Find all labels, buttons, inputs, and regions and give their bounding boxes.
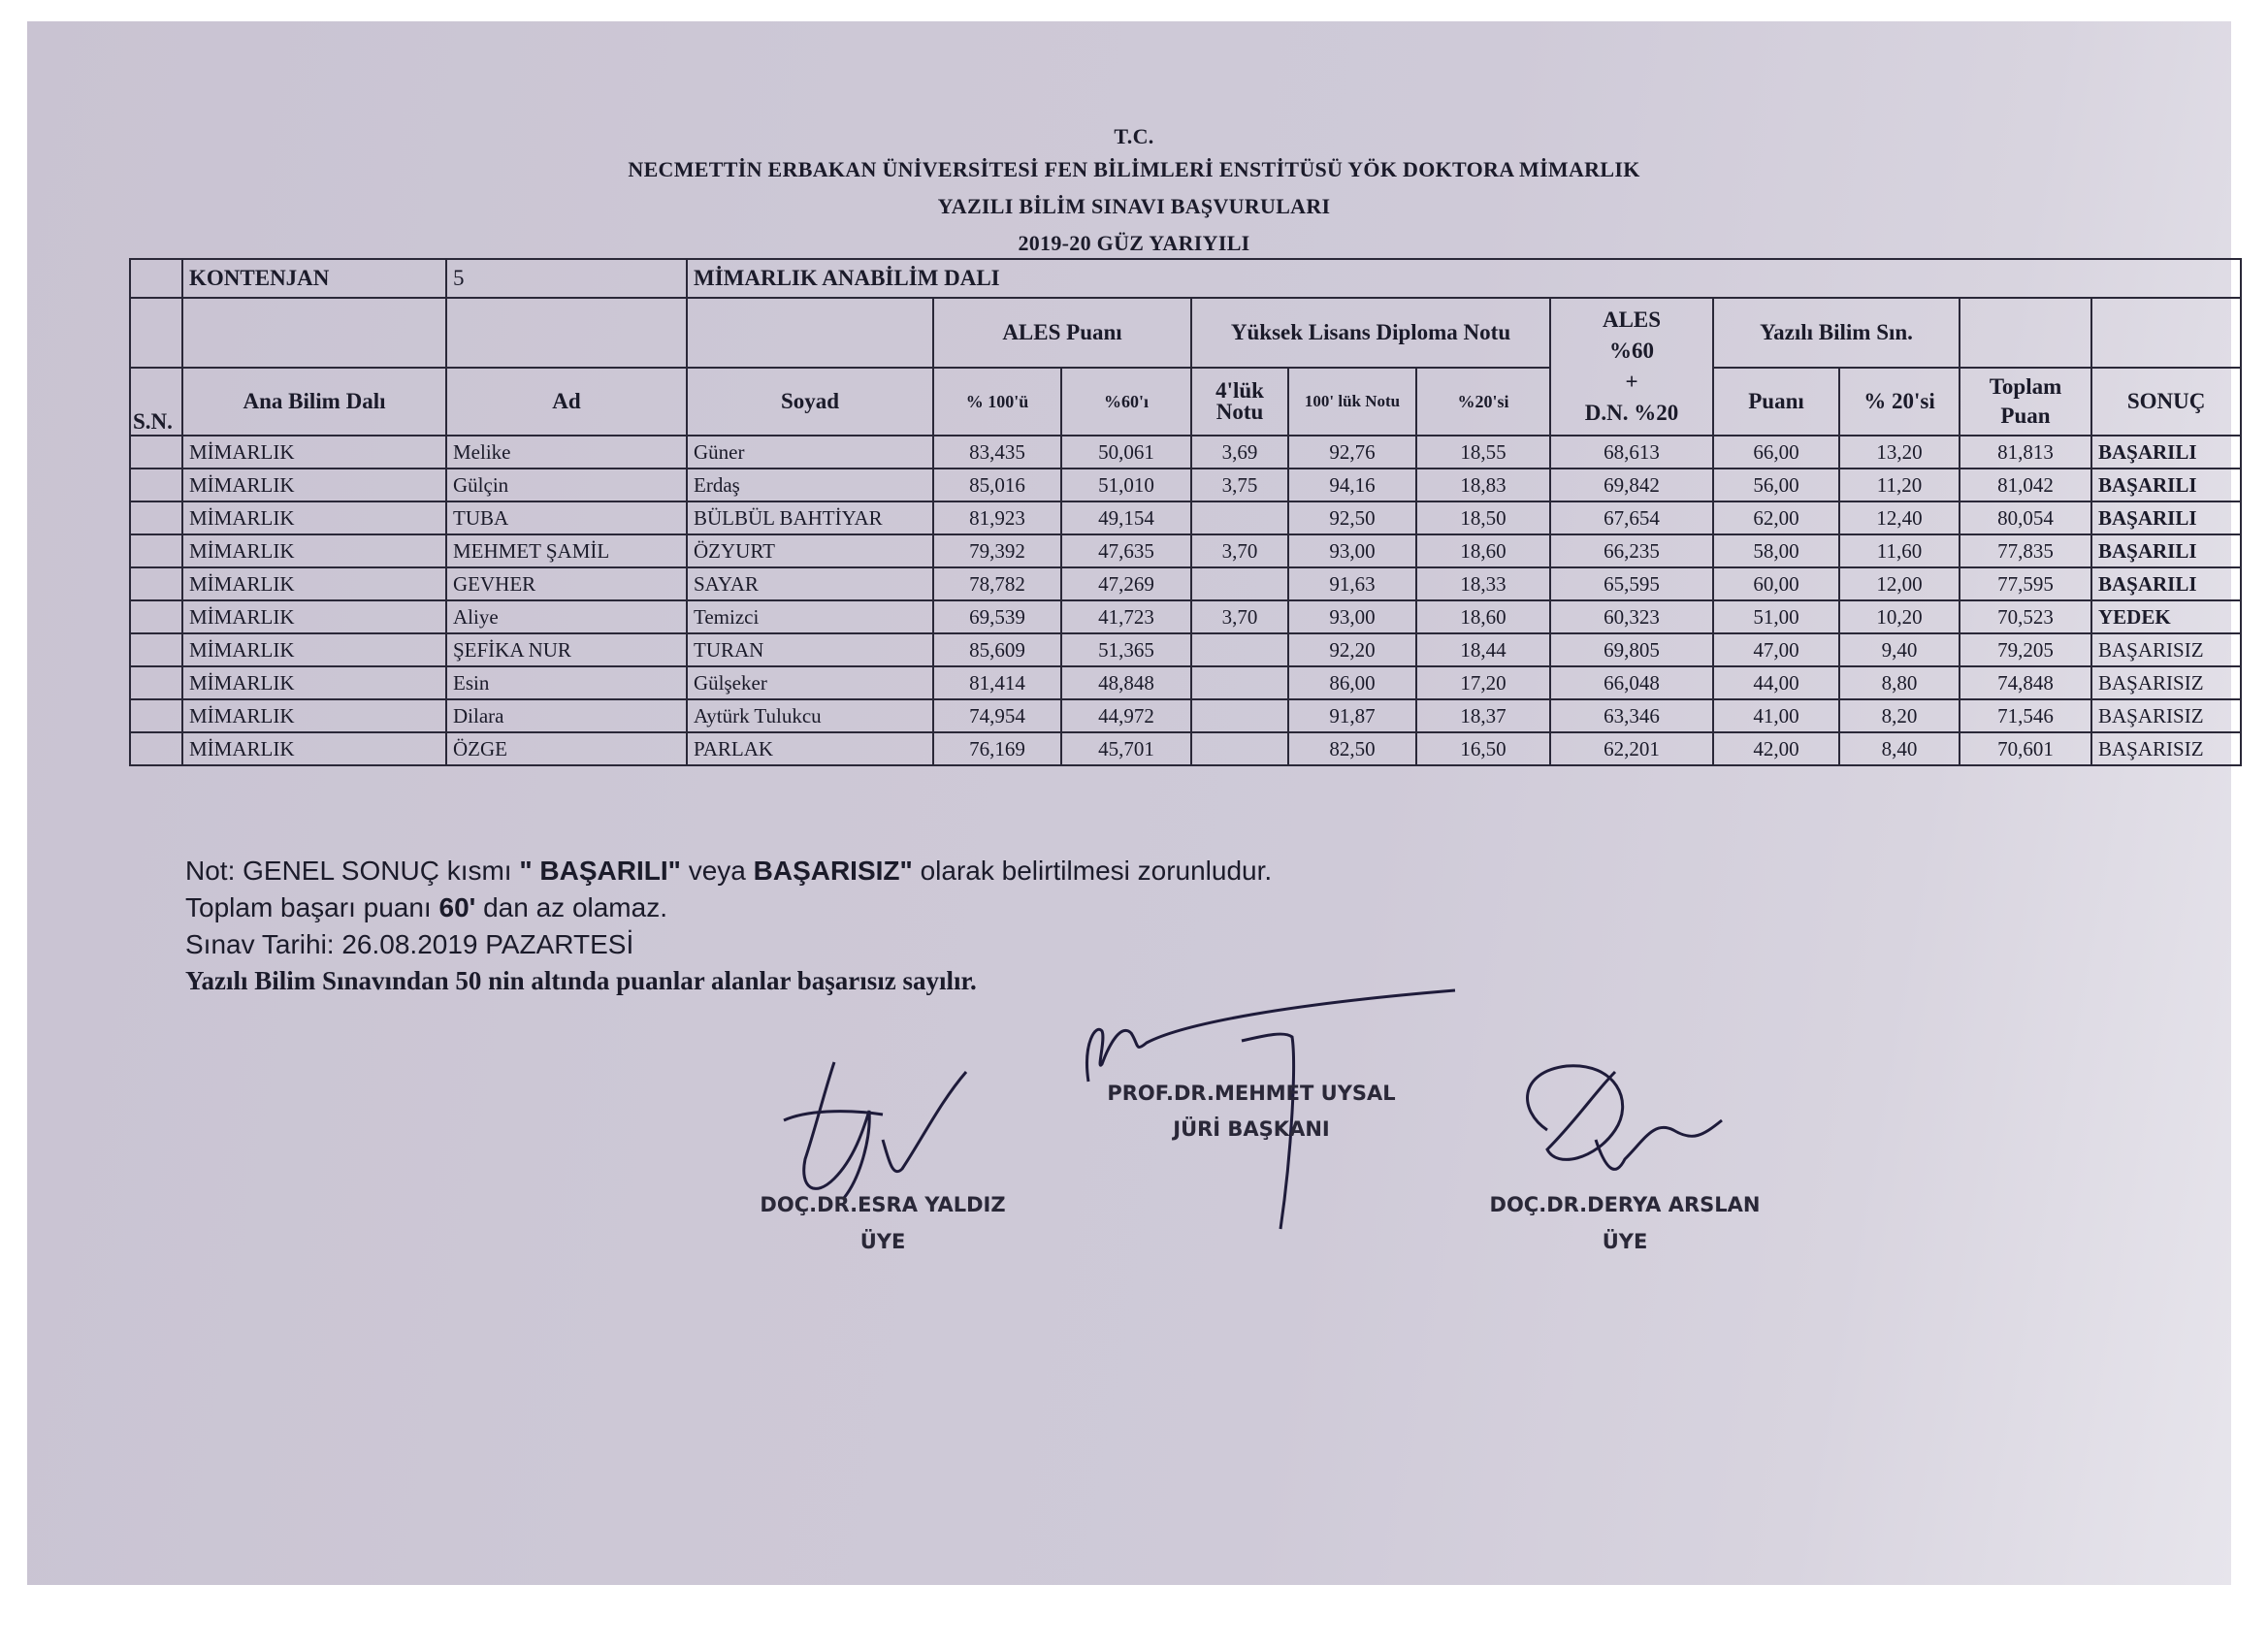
results-table <box>129 258 2242 766</box>
cell-not-4luk <box>1191 633 1288 666</box>
table-row <box>130 732 2241 765</box>
cell-ales-dn: 66,235 <box>1550 534 1713 567</box>
kontenjan-value: 5 <box>446 259 687 298</box>
cell-sn <box>130 534 182 567</box>
cell-sonuc: BAŞARISIZ <box>2091 666 2241 699</box>
cell-toplam-puan: 81,813 <box>1960 436 2091 469</box>
cell-ad: MEHMET ŞAMİL <box>446 534 687 567</box>
table-row <box>130 633 2241 666</box>
cell-ales-dn: 68,613 <box>1550 436 1713 469</box>
cell-ybs-20si: 11,60 <box>1839 534 1960 567</box>
cell-toplam-puan: 77,835 <box>1960 534 2091 567</box>
cell-ales-dn: 69,842 <box>1550 469 1713 501</box>
cell-not-4luk: 3,70 <box>1191 600 1288 633</box>
cell-soyad: Gülşeker <box>687 666 933 699</box>
cell-toplam-puan: 70,601 <box>1960 732 2091 765</box>
cell-not-4luk: 3,69 <box>1191 436 1288 469</box>
cell-ales-60: 50,061 <box>1061 436 1191 469</box>
cell-not-4luk: 3,75 <box>1191 469 1288 501</box>
note-line-1: Not: GENEL SONUÇ kısmı " BAŞARILI" veya BAŞARISIZ" olarak belirtilmesi zorunludur. <box>185 856 1273 886</box>
cell-ad: GEVHER <box>446 567 687 600</box>
cell-ana-bilim-dali: MİMARLIK <box>182 600 446 633</box>
col-ales-60: %60'ı <box>1061 368 1191 436</box>
cell-ad: Melike <box>446 436 687 469</box>
signer-3-name: DOÇ.DR.DERYA ARSLAN <box>1489 1193 1761 1216</box>
table-column-header-row <box>130 368 2241 436</box>
cell-ales-100: 78,782 <box>933 567 1061 600</box>
table-row <box>130 600 2241 633</box>
cell-not-100luk: 94,16 <box>1288 469 1416 501</box>
cell-ybs-puani: 41,00 <box>1713 699 1839 732</box>
cell-ad: ÖZGE <box>446 732 687 765</box>
cell-not-20si: 16,50 <box>1416 732 1550 765</box>
cell-ybs-puani: 51,00 <box>1713 600 1839 633</box>
cell-ales-dn: 63,346 <box>1550 699 1713 732</box>
cell-not-100luk: 93,00 <box>1288 600 1416 633</box>
cell-ybs-20si: 8,20 <box>1839 699 1960 732</box>
cell-ybs-puani: 42,00 <box>1713 732 1839 765</box>
cell-not-20si: 18,55 <box>1416 436 1550 469</box>
cell-soyad: Güner <box>687 436 933 469</box>
cell-ybs-puani: 47,00 <box>1713 633 1839 666</box>
cell-not-20si: 18,60 <box>1416 534 1550 567</box>
cell-ybs-20si: 12,40 <box>1839 501 1960 534</box>
cell-soyad: PARLAK <box>687 732 933 765</box>
cell-sonuc: BAŞARISIZ <box>2091 699 2241 732</box>
signer-1-role: JÜRİ BAŞKANI <box>1173 1117 1330 1141</box>
header-semester: 2019-20 GÜZ YARIYILI <box>1018 231 1250 255</box>
group-ybs: Yazılı Bilim Sın. <box>1713 298 1960 368</box>
cell-ales-100: 79,392 <box>933 534 1061 567</box>
department-title: MİMARLIK ANABİLİM DALI <box>687 259 2241 298</box>
cell-ybs-puani: 66,00 <box>1713 436 1839 469</box>
cell-toplam-puan: 71,546 <box>1960 699 2091 732</box>
cell-ales-dn: 66,048 <box>1550 666 1713 699</box>
col-ales-100: % 100'ü <box>933 368 1061 436</box>
col-ybs-puani: Puanı <box>1713 368 1839 436</box>
table-row <box>130 567 2241 600</box>
table-row <box>130 501 2241 534</box>
cell-sonuc: BAŞARISIZ <box>2091 633 2241 666</box>
note-line-2: Toplam başarı puanı 60' dan az olamaz. <box>185 892 667 922</box>
cell-sonuc: BAŞARILI <box>2091 534 2241 567</box>
cell-sonuc: YEDEK <box>2091 600 2241 633</box>
cell-ybs-puani: 58,00 <box>1713 534 1839 567</box>
cell-ybs-20si: 12,00 <box>1839 567 1960 600</box>
note-rule: Yazılı Bilim Sınavından 50 nin altında puanlar alanlar başarısız sayılır. <box>185 966 977 995</box>
table-body <box>130 436 2241 765</box>
cell-ana-bilim-dali: MİMARLIK <box>182 633 446 666</box>
cell-sn <box>130 469 182 501</box>
table-row <box>130 534 2241 567</box>
cell-not-4luk <box>1191 567 1288 600</box>
cell-ales-100: 74,954 <box>933 699 1061 732</box>
cell-toplam-puan: 80,054 <box>1960 501 2091 534</box>
cell-ales-60: 48,848 <box>1061 666 1191 699</box>
cell-not-20si: 18,83 <box>1416 469 1550 501</box>
header-exam-title: YAZILI BİLİM SINAVI BAŞVURULARI <box>937 194 1331 218</box>
cell-ales-100: 81,414 <box>933 666 1061 699</box>
cell-sn <box>130 699 182 732</box>
cell-sn <box>130 501 182 534</box>
cell-not-4luk: 3,70 <box>1191 534 1288 567</box>
col-soyad: Soyad <box>687 368 933 436</box>
cell-ales-100: 81,923 <box>933 501 1061 534</box>
col-sn: S.N. <box>130 368 182 436</box>
col-ana-bilim-dali: Ana Bilim Dalı <box>182 368 446 436</box>
cell-not-100luk: 91,63 <box>1288 567 1416 600</box>
col-sonuc: SONUÇ <box>2091 368 2241 436</box>
cell-not-20si: 18,33 <box>1416 567 1550 600</box>
cell-soyad: TURAN <box>687 633 933 666</box>
cell-ybs-20si: 11,20 <box>1839 469 1960 501</box>
cell-ybs-puani: 62,00 <box>1713 501 1839 534</box>
cell-ad: Esin <box>446 666 687 699</box>
table-row <box>130 666 2241 699</box>
col-toplam-puan: Toplam Puan <box>1960 368 2091 436</box>
signature-derya-arslan <box>1508 1052 1741 1198</box>
cell-ybs-20si: 8,40 <box>1839 732 1960 765</box>
cell-ad: TUBA <box>446 501 687 534</box>
cell-ales-60: 51,365 <box>1061 633 1191 666</box>
cell-soyad: Erdaş <box>687 469 933 501</box>
cell-not-100luk: 93,00 <box>1288 534 1416 567</box>
cell-toplam-puan: 77,595 <box>1960 567 2091 600</box>
cell-ybs-20si: 10,20 <box>1839 600 1960 633</box>
header-university: NECMETTİN ERBAKAN ÜNİVERSİTESİ FEN BİLİMLERİ ENSTİTÜSÜ YÖK DOKTORA MİMARLIK <box>628 157 1640 181</box>
cell-not-20si: 18,37 <box>1416 699 1550 732</box>
cell-sonuc: BAŞARISIZ <box>2091 732 2241 765</box>
cell-sn <box>130 666 182 699</box>
cell-soyad: BÜLBÜL BAHTİYAR <box>687 501 933 534</box>
cell-ana-bilim-dali: MİMARLIK <box>182 699 446 732</box>
cell-ana-bilim-dali: MİMARLIK <box>182 732 446 765</box>
note-exam-date: Sınav Tarihi: 26.08.2019 PAZARTESİ <box>185 929 634 959</box>
cell-not-4luk <box>1191 699 1288 732</box>
cell-ales-100: 85,609 <box>933 633 1061 666</box>
cell-toplam-puan: 81,042 <box>1960 469 2091 501</box>
cell-not-100luk: 82,50 <box>1288 732 1416 765</box>
cell-ales-dn: 65,595 <box>1550 567 1713 600</box>
header-tc: T.C. <box>1114 124 1154 148</box>
cell-ana-bilim-dali: MİMARLIK <box>182 436 446 469</box>
cell-ana-bilim-dali: MİMARLIK <box>182 469 446 501</box>
cell-sonuc: BAŞARILI <box>2091 469 2241 501</box>
col-not-4luk: 4'lük Notu <box>1191 368 1288 436</box>
col-not-20si: %20'si <box>1416 368 1550 436</box>
cell-ales-dn: 62,201 <box>1550 732 1713 765</box>
cell-sn <box>130 600 182 633</box>
cell-ad: Aliye <box>446 600 687 633</box>
cell-toplam-puan: 74,848 <box>1960 666 2091 699</box>
cell-ales-60: 47,635 <box>1061 534 1191 567</box>
cell-ybs-puani: 44,00 <box>1713 666 1839 699</box>
cell-ales-100: 76,169 <box>933 732 1061 765</box>
col-ad: Ad <box>446 368 687 436</box>
kontenjan-label: KONTENJAN <box>182 259 446 298</box>
cell-soyad: Aytürk Tulukcu <box>687 699 933 732</box>
cell-ad: Dilara <box>446 699 687 732</box>
cell-ales-60: 49,154 <box>1061 501 1191 534</box>
cell-not-20si: 18,44 <box>1416 633 1550 666</box>
cell-sn <box>130 567 182 600</box>
cell-ybs-puani: 56,00 <box>1713 469 1839 501</box>
cell-ybs-20si: 9,40 <box>1839 633 1960 666</box>
cell-sn <box>130 732 182 765</box>
cell-ales-60: 44,972 <box>1061 699 1191 732</box>
signer-1-name: PROF.DR.MEHMET UYSAL <box>1107 1082 1396 1105</box>
cell-sn <box>130 436 182 469</box>
cell-not-100luk: 91,87 <box>1288 699 1416 732</box>
table-group-header-row <box>130 298 2241 368</box>
cell-ales-100: 69,539 <box>933 600 1061 633</box>
cell-ad: Gülçin <box>446 469 687 501</box>
cell-ales-dn: 69,805 <box>1550 633 1713 666</box>
cell-not-4luk <box>1191 732 1288 765</box>
signer-3-role: ÜYE <box>1602 1230 1648 1253</box>
cell-ybs-20si: 8,80 <box>1839 666 1960 699</box>
cell-soyad: SAYAR <box>687 567 933 600</box>
table-row <box>130 436 2241 469</box>
cell-soyad: ÖZYURT <box>687 534 933 567</box>
cell-toplam-puan: 79,205 <box>1960 633 2091 666</box>
cell-not-100luk: 86,00 <box>1288 666 1416 699</box>
cell-ad: ŞEFİKA NUR <box>446 633 687 666</box>
cell-soyad: Temizci <box>687 600 933 633</box>
cell-not-4luk <box>1191 501 1288 534</box>
cell-sonuc: BAŞARILI <box>2091 567 2241 600</box>
cell-ales-dn: 60,323 <box>1550 600 1713 633</box>
cell-not-100luk: 92,76 <box>1288 436 1416 469</box>
cell-sonuc: BAŞARILI <box>2091 436 2241 469</box>
col-ybs-20si: % 20'si <box>1839 368 1960 436</box>
cell-sonuc: BAŞARILI <box>2091 501 2241 534</box>
cell-ales-100: 83,435 <box>933 436 1061 469</box>
cell-ybs-20si: 13,20 <box>1839 436 1960 469</box>
cell-ana-bilim-dali: MİMARLIK <box>182 666 446 699</box>
table-meta-row <box>130 259 2241 298</box>
cell-not-100luk: 92,50 <box>1288 501 1416 534</box>
col-not-100luk: 100' lük Notu <box>1288 368 1416 436</box>
signer-2-name: DOÇ.DR.ESRA YALDIZ <box>760 1193 1006 1216</box>
cell-ales-60: 51,010 <box>1061 469 1191 501</box>
group-yl-diploma: Yüksek Lisans Diploma Notu <box>1191 298 1550 368</box>
cell-ybs-puani: 60,00 <box>1713 567 1839 600</box>
cell-toplam-puan: 70,523 <box>1960 600 2091 633</box>
cell-ales-60: 47,269 <box>1061 567 1191 600</box>
cell-sn <box>130 633 182 666</box>
signer-2-role: ÜYE <box>859 1230 906 1253</box>
group-ales: ALES Puanı <box>933 298 1191 368</box>
cell-not-20si: 17,20 <box>1416 666 1550 699</box>
cell-ana-bilim-dali: MİMARLIK <box>182 501 446 534</box>
cell-not-4luk <box>1191 666 1288 699</box>
cell-ales-100: 85,016 <box>933 469 1061 501</box>
cell-ales-60: 41,723 <box>1061 600 1191 633</box>
cell-not-20si: 18,50 <box>1416 501 1550 534</box>
cell-ana-bilim-dali: MİMARLIK <box>182 567 446 600</box>
cell-not-20si: 18,60 <box>1416 600 1550 633</box>
table-row <box>130 469 2241 501</box>
cell-not-100luk: 92,20 <box>1288 633 1416 666</box>
table-row <box>130 699 2241 732</box>
group-ales-dn: ALES %60 + D.N. %20 <box>1550 298 1713 436</box>
cell-ana-bilim-dali: MİMARLIK <box>182 534 446 567</box>
cell-ales-dn: 67,654 <box>1550 501 1713 534</box>
signature-mehmet-uysal <box>1077 975 1465 1237</box>
cell-ales-60: 45,701 <box>1061 732 1191 765</box>
